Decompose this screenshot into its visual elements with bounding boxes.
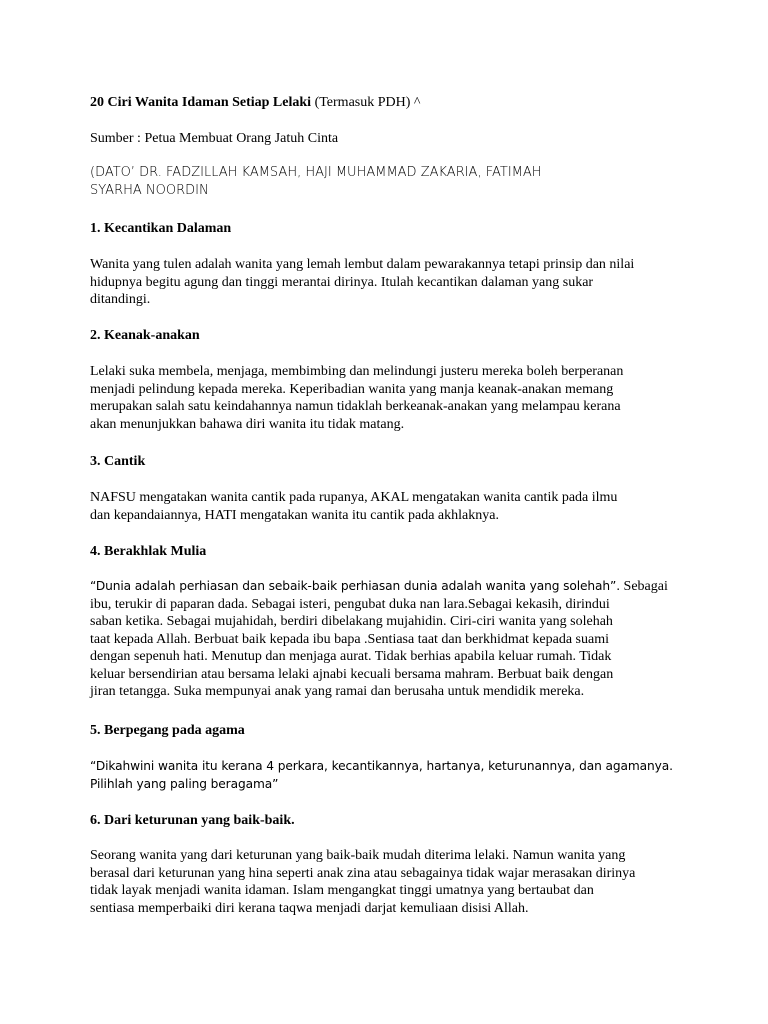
section-quote bbox=[90, 758, 690, 793]
quote-line: “Dikahwini wanita itu kerana 4 perkara, kecantikannya, hartanya, keturunannya, dan agamanya. bbox=[90, 759, 673, 773]
body-line: merupakan salah satu keindahannya namun tidaklah berkeanak-anakan yang melampau kerana bbox=[90, 399, 621, 414]
quote-line: Pilihlah yang paling beragama” bbox=[90, 776, 279, 791]
title-rest: (Termasuk PDH) ^ bbox=[311, 95, 421, 110]
body-line: saban ketika. Sebagai mujahidah, berdiri dibelakang mujahidin. Ciri-ciri wanita yang solehah bbox=[90, 614, 613, 629]
body-line: akan menunjukkan bahawa diri wanita itu tidak matang. bbox=[90, 416, 405, 432]
section-heading: 1. Kecantikan Dalaman bbox=[90, 221, 232, 236]
section-body bbox=[90, 256, 690, 309]
source-line: Sumber : Petua Membuat Orang Jatuh Cinta bbox=[90, 131, 339, 146]
section-heading: 5. Berpegang pada agama bbox=[90, 723, 245, 738]
authors-line: (DATO’ DR. FADZILLAH KAMSAH, HAJI MUHAMMAD ZAKARIA, FATIMAH bbox=[90, 165, 542, 180]
body-line: sentiasa memperbaiki diri kerana taqwa menjadi darjat kemuliaan disisi Allah. bbox=[90, 900, 529, 916]
section-heading: 6. Dari keturunan yang baik-baik. bbox=[90, 813, 295, 828]
quote-text: “Dunia adalah perhiasan dan sebaik-baik perhiasan dunia adalah wanita yang solehah”. bbox=[90, 579, 621, 593]
section-body bbox=[90, 489, 690, 524]
document-title bbox=[90, 94, 690, 112]
authors-block bbox=[90, 164, 690, 199]
section-body bbox=[90, 578, 690, 701]
body-line: dengan sepenuh hati. Menutup dan menjaga aurat. Tidak berhias apabila keluar rumah. Tidak bbox=[90, 649, 612, 664]
section-heading: 2. Keanak-anakan bbox=[90, 328, 200, 343]
section-heading: 4. Berakhlak Mulia bbox=[90, 544, 207, 559]
body-line: Wanita yang tulen adalah wanita yang lemah lembut dalam pewarakannya tetapi prinsip dan nilai bbox=[90, 257, 635, 272]
body-line: Lelaki suka membela, menjaga, membimbing dan melindungi justeru mereka boleh berperanan bbox=[90, 364, 624, 379]
body-line: keluar bersendirian atau bersama lelaki ajnabi kecuali bersama mahram. Berbuat baik dengan bbox=[90, 666, 614, 682]
body-line: NAFSU mengatakan wanita cantik pada rupanya, AKAL mengatakan wanita cantik pada ilmu bbox=[90, 490, 618, 505]
quote-tail: Sebagai bbox=[620, 579, 668, 594]
section-heading: 3. Cantik bbox=[90, 454, 146, 469]
authors-line: SYARHA NOORDIN bbox=[90, 182, 209, 198]
body-line: menjadi pelindung kepada mereka. Keperibadian wanita yang manja keanak-anakan memang bbox=[90, 381, 614, 397]
title-bold: 20 Ciri Wanita Idaman Setiap Lelaki bbox=[90, 95, 312, 110]
section-body bbox=[90, 847, 690, 917]
body-line: Seorang wanita yang dari keturunan yang baik-baik mudah diterima lelaki. Namun wanita yang bbox=[90, 848, 626, 863]
body-line: ibu, terukir di paparan dada. Sebagai isteri, pengubat duka nan lara.Sebagai kekasih, dirindui bbox=[90, 596, 610, 612]
body-line bbox=[90, 578, 690, 596]
body-line: ditandingi. bbox=[90, 292, 151, 307]
body-line: dan kepandaiannya, HATI mengatakan wanita itu cantik pada akhlaknya. bbox=[90, 507, 499, 523]
body-line: jiran tetangga. Suka mempunyai anak yang ramai dan berusaha untuk mendidik mereka. bbox=[90, 684, 585, 699]
body-line: berasal dari keturunan yang hina seperti anak zina atau sebagainya tidak wajar merasakan dirinya bbox=[90, 865, 636, 881]
body-line: hidupnya begitu agung dan tinggi merantai dirinya. Itulah kecantikan dalaman yang sukar bbox=[90, 274, 594, 290]
body-line: taat kepada Allah. Berbuat baik kepada ibu bapa .Sentiasa taat dan berkhidmat kepada suami bbox=[90, 631, 609, 647]
section-body bbox=[90, 363, 690, 433]
body-line: tidak layak menjadi wanita idaman. Islam mengangkat tinggi umatnya yang bertaubat dan bbox=[90, 883, 594, 898]
